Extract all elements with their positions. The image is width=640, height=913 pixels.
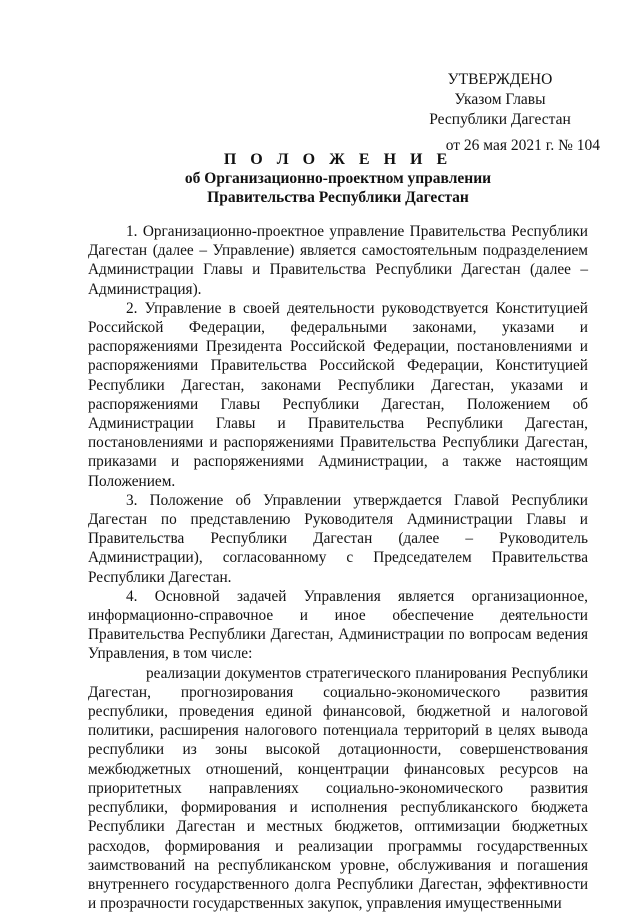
document-title — [88, 150, 588, 207]
title-subtitle-1: об Организационно-проектном управлении — [184, 170, 492, 187]
approval-label: УТВЕРЖДЕНО — [447, 71, 553, 88]
paragraph-2: 2. Управление в своей деятельности руководствуется Конституцией Российской Федерации, федеральными законами, указами и распоряжениями Президента Российской Федерации, постановлениями и распоряжениями Правительства Российской Федерации, Конституцией Республики Дагестан, законами Республики Дагестан, указами и распоряжениями Главы Республики Дагестан, Положением об Администрации Главы и Правительства Республики Дагестан, постановлениями и распоряжениями Правительства Республики Дагестан, приказами и распоряжениями Администрации, а также настоящим Положением. — [88, 299, 588, 490]
paragraph-4: 4. Основной задачей Управления является организационное, информационно-справочное и иное обеспечение деятельности Правительства Республики Дагестан, Администрации по вопросам ведения Управления, в том числе: — [88, 587, 588, 663]
title-subtitle-2: Правительства Республики Дагестан — [207, 189, 469, 206]
approval-date: от 26 мая 2021 г. № 104 — [445, 137, 600, 154]
paragraph-4-subitem: реализации документов стратегического планирования Республики Дагестан, прогнозирования социально-экономического развития республики, проведения единой финансовой, бюджетной и налоговой политики, расширения налогового потенциала территорий в целях вывода республики из зоны высокой дотационности, совершенствования межбюджетных отношений, концентрации финансовых ресурсов на приоритетных направлениях социально-экономического развития республики, формирования и исполнения республиканского бюджета Республики Дагестан и местных бюджетов, оптимизации бюджетных расходов, формирования и реализации программы государственных заимствований на республиканском уровне, обслуживания и погашения внутреннего государственного долга Республики Дагестан, эффективности и прозрачности государственных закупок, управления имущественными — [88, 664, 588, 913]
approval-stamp — [400, 70, 600, 156]
approval-republic: Республики Дагестан — [429, 111, 571, 128]
document-body — [88, 222, 588, 913]
paragraph-1: 1. Организационно-проектное управление Правительства Республики Дагестан (далее – Управление) является самостоятельным подразделением Администрации Главы и Правительства Республики Дагестан (далее – Администрация). — [88, 223, 588, 298]
title-heading: П О Л О Ж Е Н И Е — [223, 151, 453, 168]
paragraph-3: 3. Положение об Управлении утверждается Главой Республики Дагестан по представлению Руководителя Администрации Главы и Правительства Республики Дагестан (далее – Руководитель Администрации), согласованному с Председателем Правительства Республики Дагестан. — [88, 491, 588, 586]
approval-decree: Указом Главы — [454, 91, 546, 108]
